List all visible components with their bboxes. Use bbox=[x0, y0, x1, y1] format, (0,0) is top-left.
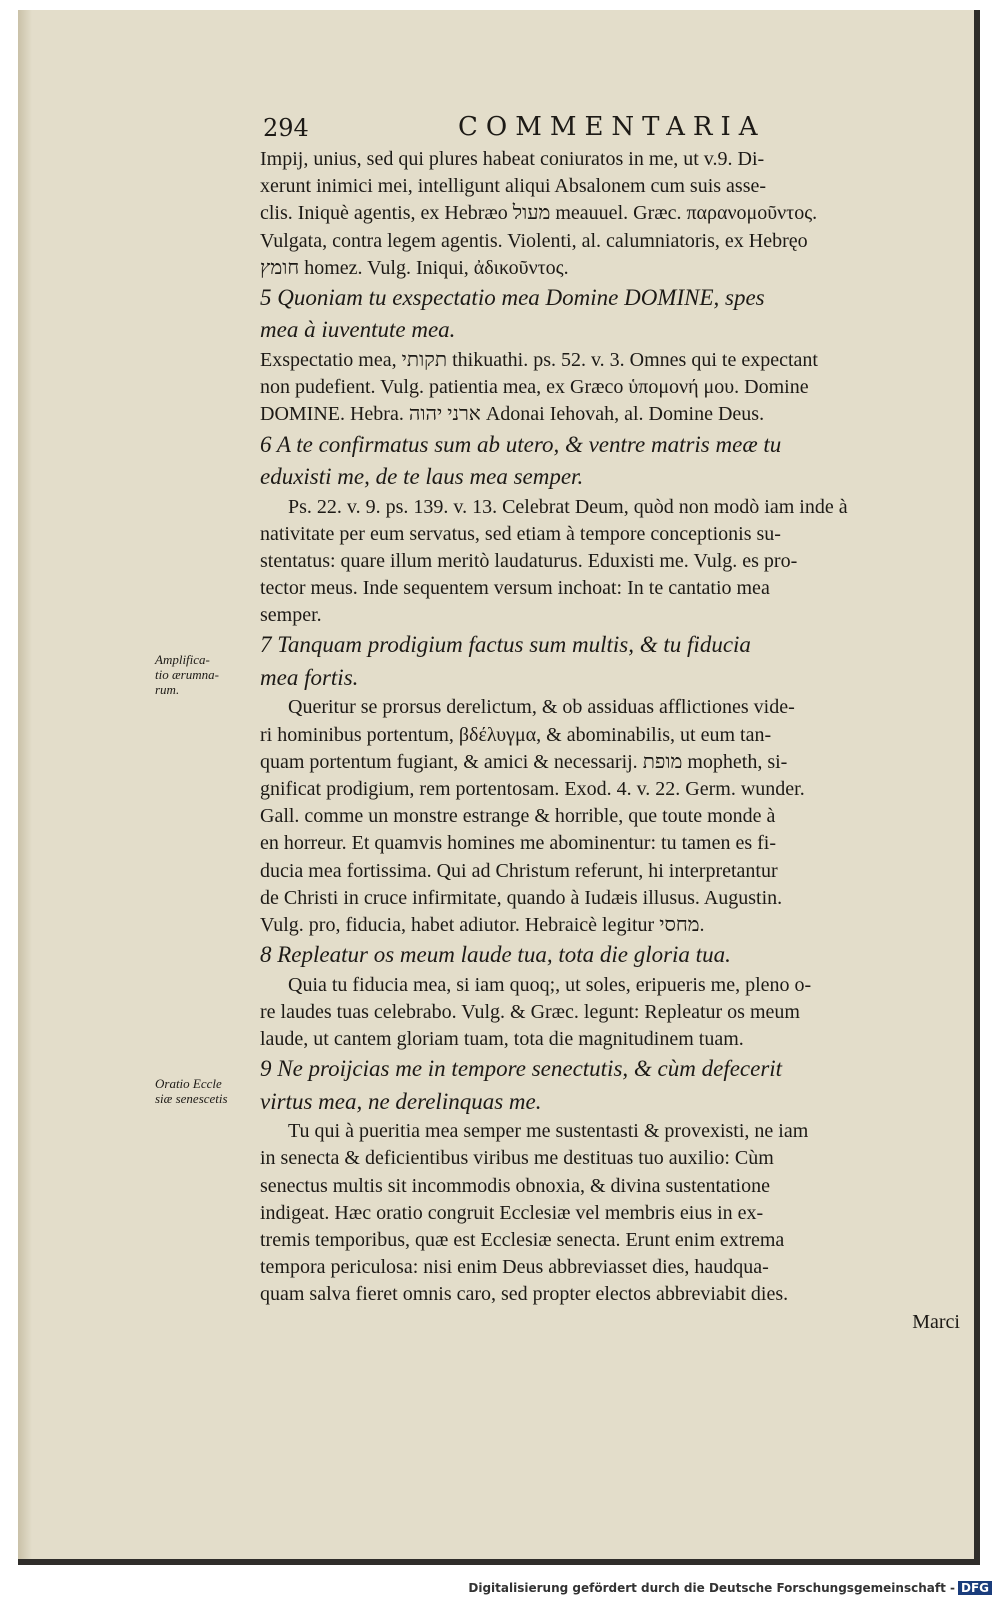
commentary-line: stentatus: quare illum meritò laudaturus. Eduxisti me. Vulg. es pro- bbox=[260, 549, 798, 572]
commentary-line: Ps. 22. v. 9. ps. 139. v. 13. Celebrat Deum, quòd non modò iam inde à bbox=[288, 495, 848, 518]
commentary-line: DOMINE. Hebra. ארני יהוה Adonai Iehovah, al. Domine Deus. bbox=[260, 403, 765, 426]
commentary-line: quam salva fieret omnis caro, sed propter electos abbreviabit dies. bbox=[260, 1283, 789, 1306]
verse-line: mea fortis. bbox=[260, 664, 359, 690]
dfg-logo: DFG bbox=[958, 1581, 992, 1595]
commentary-line: quam portentum fugiant, & amici & necessarij. מופת mopheth, si- bbox=[260, 750, 788, 773]
commentary-line: Impij, unius, sed qui plures habeat coniuratos in me, ut v.9. Di- bbox=[260, 148, 765, 170]
commentary-line: Exspectatio mea, תקותי thikuathi. ps. 52. v. 3. Omnes qui te expectant bbox=[260, 348, 818, 371]
verse-line: 5 Quoniam tu exspectatio mea Domine DOMINE, spes bbox=[260, 284, 765, 310]
commentary-line: Gall. comme un monstre estrange & horrible, que toute monde à bbox=[260, 805, 776, 828]
running-title: COMMENTARIA bbox=[458, 112, 766, 142]
commentary-line: Vulgata, contra legem agentis. Violenti, al. calumniatoris, ex Hebręo bbox=[260, 229, 808, 252]
verse-line: virtus mea, ne derelinquas me. bbox=[260, 1088, 542, 1114]
commentary-line: tector meus. Inde sequentem versum inchoat: In te cantatio mea bbox=[260, 577, 770, 600]
credit-text: Digitalisierung gefördert durch die Deutsche Forschungsgemeinschaft - bbox=[468, 1581, 955, 1595]
commentary-line: Tu qui à pueritia mea semper me sustentasti & provexisti, ne iam bbox=[288, 1120, 809, 1143]
commentary-line: tremis temporibus, quæ est Ecclesiæ senecta. Erunt enim extrema bbox=[260, 1228, 785, 1251]
commentary-line: חומץ homez. Vulg. Iniqui, ἀδικοῦντος. bbox=[260, 256, 569, 279]
commentary-line: nativitate per eum servatus, sed etiam à tempore conceptionis su- bbox=[260, 522, 781, 545]
verse-line: 8 Repleatur os meum laude tua, tota die gloria tua. bbox=[260, 942, 731, 968]
commentary-line: de Christi in cruce infirmitate, quando à Iudæis illusus. Augustin. bbox=[260, 886, 783, 909]
commentary-line: re laudes tuas celebrabo. Vulg. & Græc. legunt: Repleatur os meum bbox=[260, 1000, 800, 1023]
commentary-line: Quia tu fiducia mea, si iam quoq;, ut soles, eripueris me, pleno o- bbox=[288, 973, 812, 996]
commentary-line: xerunt inimici mei, intelligunt aliqui Absalonem cum suis asse- bbox=[260, 175, 767, 198]
margin-note-amplificatio: Amplifica- tio ærumna- rum. bbox=[155, 652, 219, 697]
verse-line: eduxisti me, de te laus mea semper. bbox=[260, 464, 584, 489]
page-number: 294 bbox=[263, 114, 309, 142]
verse-line: 9 Ne proijcias me in tempore senectutis, & cùm defecerit bbox=[260, 1056, 783, 1082]
digitization-credit bbox=[468, 1581, 992, 1595]
commentary-line: Vulg. pro, fiducia, habet adiutor. Hebraicè legitur מחסי. bbox=[260, 913, 705, 936]
verse-line: 6 A te confirmatus sum ab utero, & ventre matris meæ tu bbox=[260, 431, 782, 457]
page-header bbox=[263, 108, 983, 148]
verse-line: mea à iuventute mea. bbox=[260, 317, 456, 343]
commentary-line: semper. bbox=[260, 604, 322, 627]
commentary-line: indigeat. Hæc oratio congruit Ecclesiæ vel membris eius in ex- bbox=[260, 1201, 764, 1224]
commentary-line: non pudefient. Vulg. patientia mea, ex Græco ὑπομονή μου. Domine bbox=[260, 376, 809, 399]
commentary-line: clis. Iniquè agentis, ex Hebræo מעול meauuel. Græc. παρανομοῦντος. bbox=[260, 202, 818, 225]
commentary-line: gnificat prodigium, rem portentosam. Exod. 4. v. 22. Germ. wunder. bbox=[260, 778, 805, 800]
margin-note-oratio: Oratio Eccle siæ senescetis bbox=[155, 1076, 228, 1106]
commentary-line: tempora periculosa: nisi enim Deus abbreviasset dies, haudqua- bbox=[260, 1256, 769, 1279]
commentary-line: Queritur se prorsus derelictum, & ob assiduas afflictiones vide- bbox=[288, 696, 795, 719]
commentary-line: senectus multis sit incommodis obnoxia, & divina sustentatione bbox=[260, 1174, 770, 1197]
commentary-line: in senecta & deficientibus viribus me destituas tuo auxilio: Cùm bbox=[260, 1147, 774, 1170]
commentary-line: ri hominibus portentum, βδέλυγμα, & abominabilis, ut eum tan- bbox=[260, 723, 772, 746]
commentary-line: en horreur. Et quamvis homines me abominentur: tu tamen es fi- bbox=[260, 832, 776, 855]
commentary-line: laude, ut cantem gloriam tuam, tota die magnitudinem tuam. bbox=[260, 1028, 744, 1050]
commentary-text bbox=[260, 146, 960, 1336]
verse-line: 7 Tanquam prodigium factus sum multis, & tu fiducia bbox=[260, 632, 751, 658]
commentary-line: ducia mea fortissima. Qui ad Christum referunt, hi interpretantur bbox=[260, 859, 778, 882]
catchword: Marci bbox=[912, 1310, 960, 1333]
